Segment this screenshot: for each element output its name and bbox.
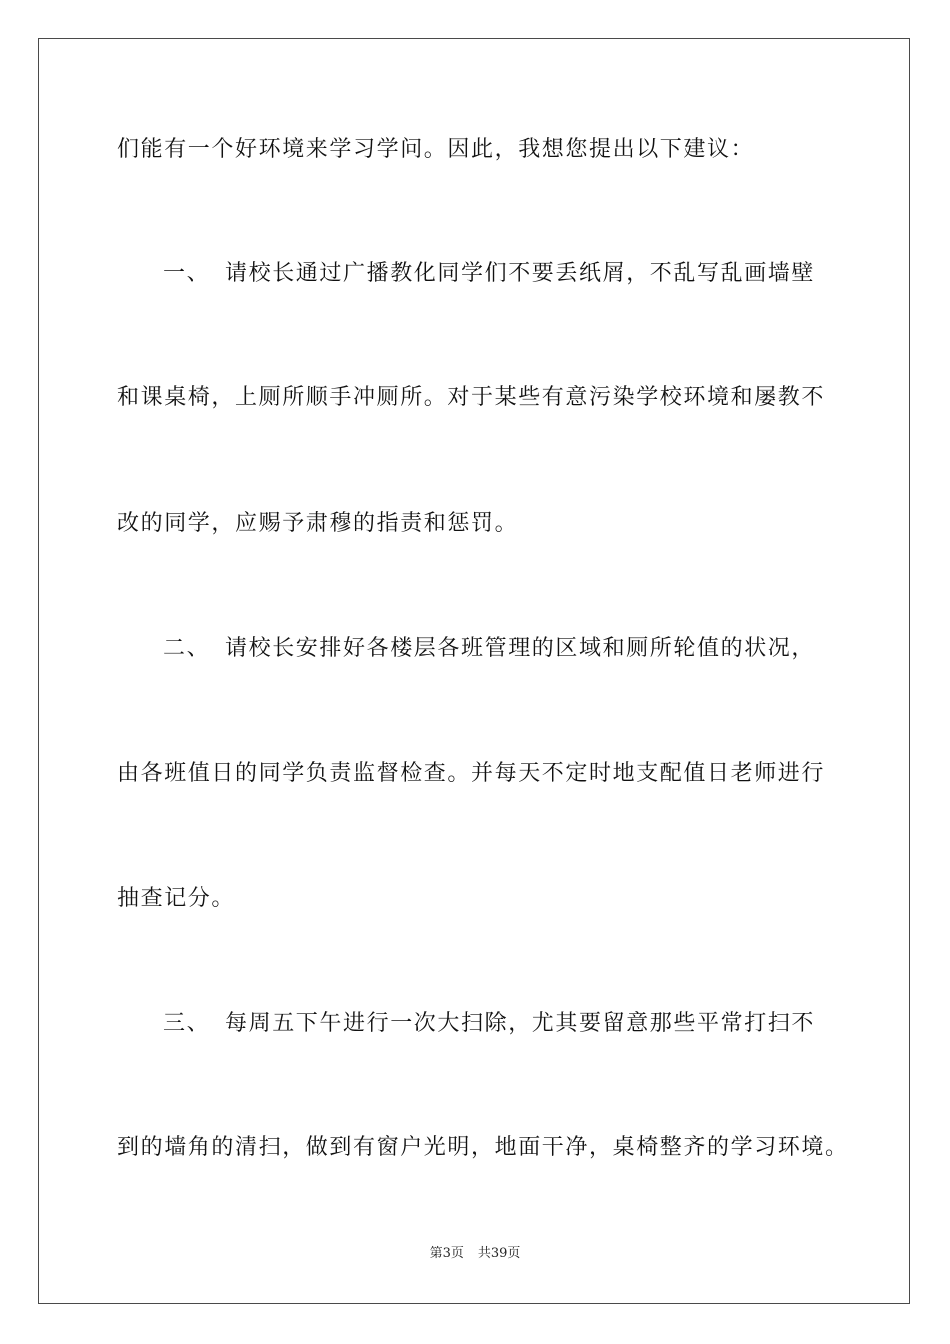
list-text: 请校长安排好各楼层各班管理的区域和厕所轮值的状况， <box>225 636 816 661</box>
list-number: 三、 <box>163 1011 211 1036</box>
page-total: 共39页 <box>477 1246 521 1261</box>
paragraph-line: 由各班值日的同学负责监督检查。并每天不定时地支配值日老师进行 <box>117 761 826 786</box>
paragraph-line: 到的墙角的清扫，做到有窗户光明，地面干净，桌椅整齐的学习环境。 <box>117 1135 849 1160</box>
list-number: 一、 <box>163 261 211 286</box>
list-number: 二、 <box>163 636 211 661</box>
paragraph-line: 改的同学，应赐予肃穆的指责和惩罚。 <box>117 511 519 536</box>
paragraph-line: 抽查记分。 <box>117 886 236 911</box>
page-number: 第3页 <box>429 1246 464 1261</box>
list-item-1 <box>163 259 815 289</box>
list-text: 请校长通过广播教化同学们不要丢纸屑，不乱写乱画墙壁 <box>225 261 816 286</box>
list-text: 每周五下午进行一次大扫除，尤其要留意那些平常打扫不 <box>225 1011 816 1036</box>
paragraph-line: 们能有一个好环境来学习学问。因此，我想您提出以下建议： <box>117 137 755 162</box>
list-item-3 <box>163 1009 815 1039</box>
paragraph-line: 和课桌椅，上厕所顺手冲厕所。对于某些有意污染学校环境和屡教不 <box>117 385 826 410</box>
page-frame <box>38 38 910 1304</box>
page-footer <box>0 1245 950 1263</box>
list-item-2 <box>163 634 815 664</box>
